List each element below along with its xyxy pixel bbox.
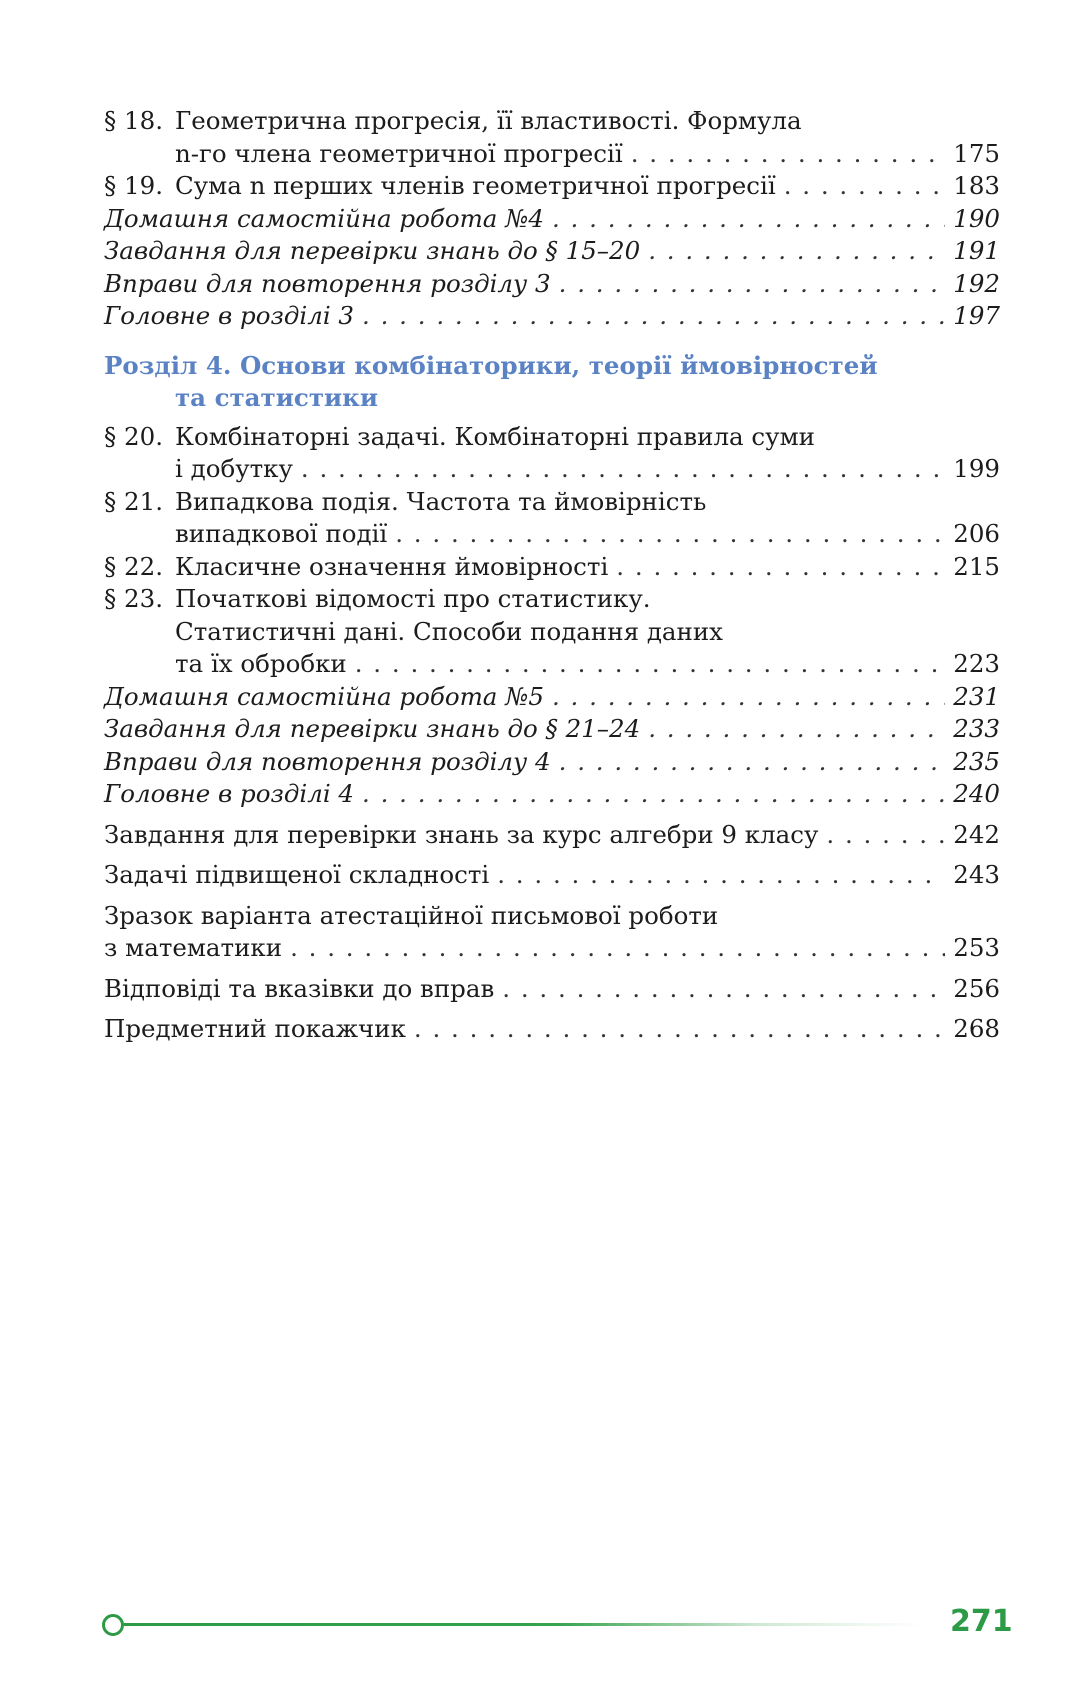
toc-entry[interactable] (104, 973, 1000, 1006)
toc-entry-title-line: Сума n перших членів геометричної прогресії (175, 171, 776, 200)
toc-group-chapter3 (104, 105, 1000, 333)
toc-entry-page: 240 (953, 779, 1000, 808)
toc-entry-title-line: Завдання для перевірки знань за курс алгебри 9 класу (104, 819, 819, 849)
toc-entry-body (175, 583, 1000, 681)
toc-entry[interactable] (104, 170, 1000, 203)
toc-entry-title-line: Завдання для перевірки знань до § 21–24 (104, 714, 641, 743)
toc-leader-dots (552, 203, 945, 236)
toc-entry-title-line: Випадкова подія. Частота та ймовірність (175, 486, 707, 516)
toc-entry-number: § 23. (104, 584, 164, 613)
toc-entry-number: § 20. (104, 421, 164, 451)
toc-entry-last-line (104, 681, 1000, 714)
toc-entry-page: 190 (953, 203, 1000, 233)
toc-entry[interactable] (104, 486, 1000, 551)
toc-entry-page: 235 (953, 746, 1000, 776)
toc-entry-last-line (104, 713, 1000, 746)
toc-leader-dots (414, 1013, 945, 1046)
toc-entry-title-line: Зразок варіанта атестаційної письмової роботи (104, 900, 719, 930)
toc-entry-body (104, 713, 1000, 746)
section-heading-4 (104, 350, 1000, 415)
toc-entry[interactable] (104, 421, 1000, 486)
toc-entry[interactable] (104, 819, 1000, 852)
section-heading-line2: та статистики (175, 383, 379, 412)
toc-entry[interactable] (104, 203, 1000, 236)
toc-entry-page: 191 (953, 236, 1000, 265)
toc-leader-dots (502, 973, 945, 1006)
toc-leader-dots (362, 300, 945, 333)
toc-entry[interactable] (104, 778, 1000, 811)
toc-entry[interactable] (104, 583, 1000, 681)
toc-entry-title-line: Вправи для повторення розділу 3 (104, 268, 551, 298)
toc-entry[interactable] (104, 551, 1000, 584)
toc-entry-page: 197 (953, 301, 1000, 330)
page-number: 271 (950, 1604, 1013, 1639)
toc-entry-last-line (104, 1013, 1000, 1046)
toc-entry-body (175, 170, 1000, 203)
toc-entry-page: 231 (953, 681, 1000, 711)
toc-entry[interactable] (104, 105, 1000, 170)
toc-entry-body (104, 819, 1000, 852)
toc-entry-last-line (175, 648, 1000, 681)
toc-group-chapter4 (104, 421, 1000, 811)
toc-entry-last-line (104, 932, 1000, 965)
toc-entry-last-line (175, 138, 1000, 171)
toc-entry-page: 192 (953, 268, 1000, 298)
toc-entry-last-line (104, 235, 1000, 268)
toc-entry-body (104, 778, 1000, 811)
toc-entry-body (104, 973, 1000, 1006)
toc-entry[interactable] (104, 900, 1000, 965)
toc-entry-number: § 22. (104, 551, 164, 581)
toc-entry-page: 243 (953, 860, 1000, 889)
toc-entry-title-line: Геометрична прогресія, її властивості. Формула (175, 106, 802, 135)
toc-entry-page: 215 (953, 551, 1000, 581)
table-of-contents (104, 105, 1000, 1046)
toc-entry-title-line: n-го члена геометричної прогресії (175, 138, 623, 168)
toc-entry-body (175, 551, 1000, 584)
toc-entry[interactable] (104, 859, 1000, 892)
section-heading-line1: Розділ 4. Основи комбінаторики, теорії ймовірностей (104, 350, 878, 380)
toc-entry[interactable] (104, 713, 1000, 746)
toc-entry-page: 253 (953, 933, 1000, 962)
toc-entry-page: 233 (953, 714, 1000, 743)
toc-entry-title-line: та їх обробки (175, 649, 347, 678)
toc-leader-dots (552, 681, 945, 714)
toc-entry-last-line (104, 778, 1000, 811)
toc-entry-body (104, 859, 1000, 892)
toc-entry[interactable] (104, 268, 1000, 301)
toc-entry-title-line: випадкової події (175, 519, 388, 548)
toc-entry-last-line (104, 819, 1000, 852)
toc-entry-title-line: Початкові відомості про статистику. (175, 584, 651, 613)
toc-entry-title-line: Комбінаторні задачі. Комбінаторні правила суми (175, 421, 815, 451)
toc-group-appendix (104, 819, 1000, 1046)
toc-entry-page: 183 (953, 171, 1000, 200)
toc-entry-last-line (175, 170, 1000, 203)
footer-rule (103, 1623, 923, 1626)
toc-leader-dots (648, 713, 945, 746)
footer-circle-icon (102, 1614, 124, 1636)
toc-entry-page: 242 (953, 819, 1000, 849)
toc-leader-dots (648, 235, 945, 268)
toc-entry-title-line: Вправи для повторення розділу 4 (104, 746, 551, 776)
toc-leader-dots (497, 859, 945, 892)
toc-entry-last-line (104, 268, 1000, 301)
toc-leader-dots (826, 819, 945, 852)
toc-entry-title-line: Задачі підвищеної складності (104, 860, 490, 889)
toc-entry-body (175, 486, 1000, 551)
toc-entry-page: 175 (953, 138, 1000, 168)
toc-entry-title-line: Головне в розділі 3 (104, 301, 355, 330)
toc-entry-body (104, 203, 1000, 236)
toc-entry-last-line (104, 746, 1000, 779)
toc-leader-dots (784, 170, 946, 203)
toc-entry-title-line: з математики (104, 933, 283, 962)
toc-leader-dots (301, 453, 945, 486)
toc-leader-dots (395, 518, 945, 551)
toc-entry-title-line: Головне в розділі 4 (104, 779, 355, 808)
toc-entry-page: 199 (953, 454, 1000, 483)
toc-entry-last-line (104, 203, 1000, 236)
toc-entry[interactable] (104, 746, 1000, 779)
toc-entry-body (175, 105, 1000, 170)
toc-entry-body (104, 900, 1000, 965)
toc-entry-page: 268 (953, 1014, 1000, 1043)
toc-entry-last-line (104, 859, 1000, 892)
toc-entry[interactable] (104, 1013, 1000, 1046)
toc-leader-dots (631, 138, 946, 171)
toc-entry-last-line (104, 973, 1000, 1006)
toc-entry[interactable] (104, 300, 1000, 333)
toc-entry-body (175, 421, 1000, 486)
toc-entry-last-line (175, 453, 1000, 486)
toc-entry-number: § 18. (104, 106, 164, 135)
toc-entry-title-line: і добутку (175, 454, 293, 483)
toc-entry-body (104, 681, 1000, 714)
toc-entry[interactable] (104, 681, 1000, 714)
toc-entry-title-line: Класичне означення ймовірності (175, 551, 609, 581)
toc-entry-number: § 21. (104, 486, 164, 516)
toc-entry-page: 256 (953, 973, 1000, 1003)
toc-entry-title-line: Домашня самостійна робота №4 (104, 203, 544, 233)
toc-leader-dots (559, 746, 946, 779)
toc-leader-dots (362, 778, 945, 811)
toc-leader-dots (355, 648, 946, 681)
toc-entry-title-line: Предметний покажчик (104, 1014, 406, 1043)
toc-entry-title-line: Відповіді та вказівки до вправ (104, 973, 495, 1003)
toc-entry-body (104, 235, 1000, 268)
toc-entry-last-line (104, 300, 1000, 333)
toc-leader-dots (559, 268, 946, 301)
toc-entry-page: 223 (953, 649, 1000, 678)
toc-entry-body (104, 300, 1000, 333)
toc-entry-page: 206 (953, 519, 1000, 548)
toc-entry-number: § 19. (104, 171, 164, 200)
toc-entry-title-line: Домашня самостійна робота №5 (104, 681, 544, 711)
toc-entry-body (104, 1013, 1000, 1046)
toc-entry-last-line (175, 518, 1000, 551)
toc-entry-last-line (175, 551, 1000, 584)
toc-leader-dots (616, 551, 945, 584)
toc-entry-body (104, 268, 1000, 301)
toc-entry-title-line: Завдання для перевірки знань до § 15–20 (104, 236, 641, 265)
toc-entry[interactable] (104, 235, 1000, 268)
toc-entry-body (104, 746, 1000, 779)
toc-leader-dots (290, 932, 945, 965)
toc-entry-title-line: Статистичні дані. Способи подання даних (175, 616, 723, 646)
